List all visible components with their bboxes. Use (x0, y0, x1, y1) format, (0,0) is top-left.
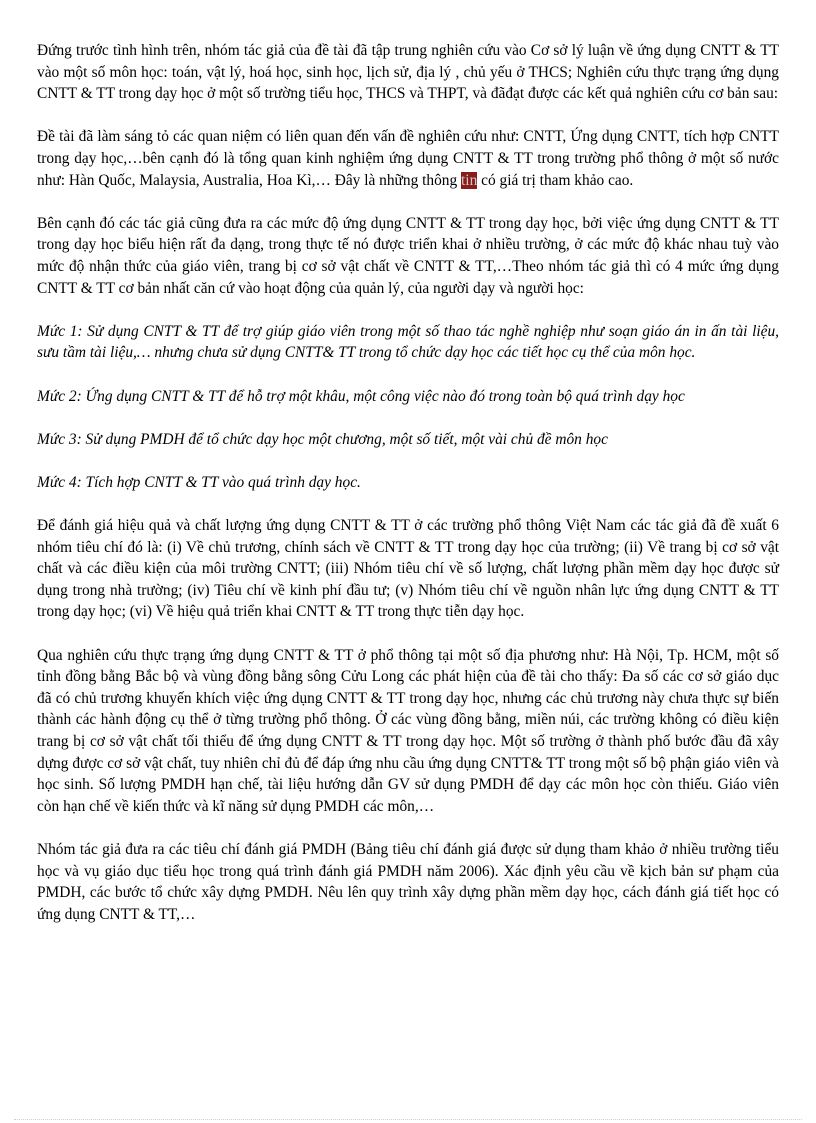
paragraph-concepts (37, 126, 779, 191)
level-3: Mức 3: Sử dụng PMDH để tổ chức dạy học một chương, một số tiết, một vài chủ đề môn học (37, 430, 608, 448)
paragraph-concepts-end: có giá trị tham khảo cao. (477, 171, 634, 189)
paragraph-research-focus: Đứng trước tình hình trên, nhóm tác giả của đề tài đã tập trung nghiên cứu vào Cơ sở lý luận về ứng dụng CNTT & TT vào một số môn học: toán, vật lý, hoá học, sinh học, lịch sử, địa lý , chủ yếu ở THCS; Nghiên cứu thực trạng ứng dụng CNTT & TT trong dạy học ở một số trường tiểu học, THCS và THPT, và đãđạt được các kết quả nghiên cứu cơ bản sau: (37, 42, 779, 103)
paragraph-pmdh-criteria: Nhóm tác giả đưa ra các tiêu chí đánh giá PMDH (Bảng tiêu chí đánh giá được sử dụng tham khảo ở nhiều trường tiểu học và vụ giáo dục tiểu học trong quá trình đánh giá PMDH năm 2006). Xác định yêu cầu về kịch bản sư phạm của PMDH, các bước tổ chức xây dựng PMDH. Nêu lên quy trình xây dựng phần mềm dạy học, cách đánh giá tiết học có ứng dụng CNTT & TT,… (37, 840, 779, 923)
paragraph-concepts-text: Đề tài đã làm sáng tỏ các quan niệm có liên quan đến vấn đề nghiên cứu như: CNTT, Ứng dụng CNTT, tích hợp CNTT trong dạy học,…bên cạnh đó là tổng quan kinh nghiệm ứng dụng CNTT & TT trong trường phổ thông ở một số nước như: Hàn Quốc, Malaysia, Australia, Hoa Kì,… Đây là những thông (37, 128, 779, 189)
paragraph-criteria: Để đánh giá hiệu quả và chất lượng ứng dụng CNTT & TT ở các trường phổ thông Việt Nam các tác giả đã đề xuất 6 nhóm tiêu chí đó là: (i) Về chủ trương, chính sách về CNTT & TT trong dạy học của trường; (ii) Về trang bị cơ sở vật chất và các điều kiện của môi trường CNTT; (iii) Nhóm tiêu chí về số lượng, chất lượng phần mềm dạy học được sử dụng trong nhà trường; (iv) Tiêu chí về kinh phí đầu tư; (v) Nhóm tiêu chí về nguồn nhân lực ứng dụng CNTT & TT trong dạy học; (vi) Về hiệu quả triển khai CNTT & TT trong thực tiễn dạy học. (37, 517, 779, 621)
paragraph-levels-intro: Bên cạnh đó các tác giả cũng đưa ra các mức độ ứng dụng CNTT & TT trong dạy học, bởi việc ứng dụng CNTT & TT trong dạy học biểu hiện rất đa dạng, trong thực tế nó được triển khai ở nhiều trường, ở các mức độ khác nhau tuỳ vào mức độ nhận thức của giáo viên, trang bị cơ sở vật chất về CNTT & TT,…Theo nhóm tác giả thì có 4 mức ứng dụng CNTT & TT cơ bản nhất căn cứ vào hoạt động của quản lý, của người dạy và người học: (37, 214, 779, 297)
paragraph-findings: Qua nghiên cứu thực trạng ứng dụng CNTT & TT ở phổ thông tại một số địa phương như: Hà Nội, Tp. HCM, một số tỉnh đồng bằng Bắc bộ và vùng đồng bằng sông Cửu Long các phát hiện của đề tài cho thấy: Đa số các cơ sở giáo dục đã có chủ trương khuyến khích việc ứng dụng CNTT & TT trong dạy học, nhưng các chủ trương này chưa thực sự biến thành các hành động cụ thể ở từng trường phổ thông. Ở các vùng đồng bằng, miền núi, các trường không có điều kiện trang bị cơ sở vật chất tối thiểu để ứng dụng CNTT & TT trong dạy học. Một số trường ở thành phố bước đầu đã xây dựng được cơ sở vật chất, tuy nhiên chỉ đủ để đáp ứng nhu cầu ứng dụng CNTT& TT trong một số bộ phận giáo viên và học sinh. Số lượng PMDH hạn chế, tài liệu hướng dẫn GV sử dụng PMDH để dạy các môn học còn thiếu. Giáo viên còn hạn chế về kiến thức và kĩ năng sử dụng PMDH các môn,… (37, 646, 779, 815)
level-1: Mức 1: Sử dụng CNTT & TT để trợ giúp giáo viên trong một số thao tác nghề nghiệp như soạn giáo án in ấn tài liệu, sưu tầm tài liệu,… nhưng chưa sử dụng CNTT& TT trong tổ chức dạy học các tiết học cụ thể của môn học. (37, 322, 779, 362)
page-bottom-divider (14, 1119, 802, 1120)
document-body (37, 40, 779, 947)
level-4: Mức 4: Tích hợp CNTT & TT vào quá trình dạy học. (37, 473, 361, 491)
highlighted-word: tin (461, 171, 478, 189)
level-2: Mức 2: Ứng dụng CNTT & TT để hỗ trợ một khâu, một công việc nào đó trong toàn bộ quá trình dạy học (37, 387, 685, 405)
